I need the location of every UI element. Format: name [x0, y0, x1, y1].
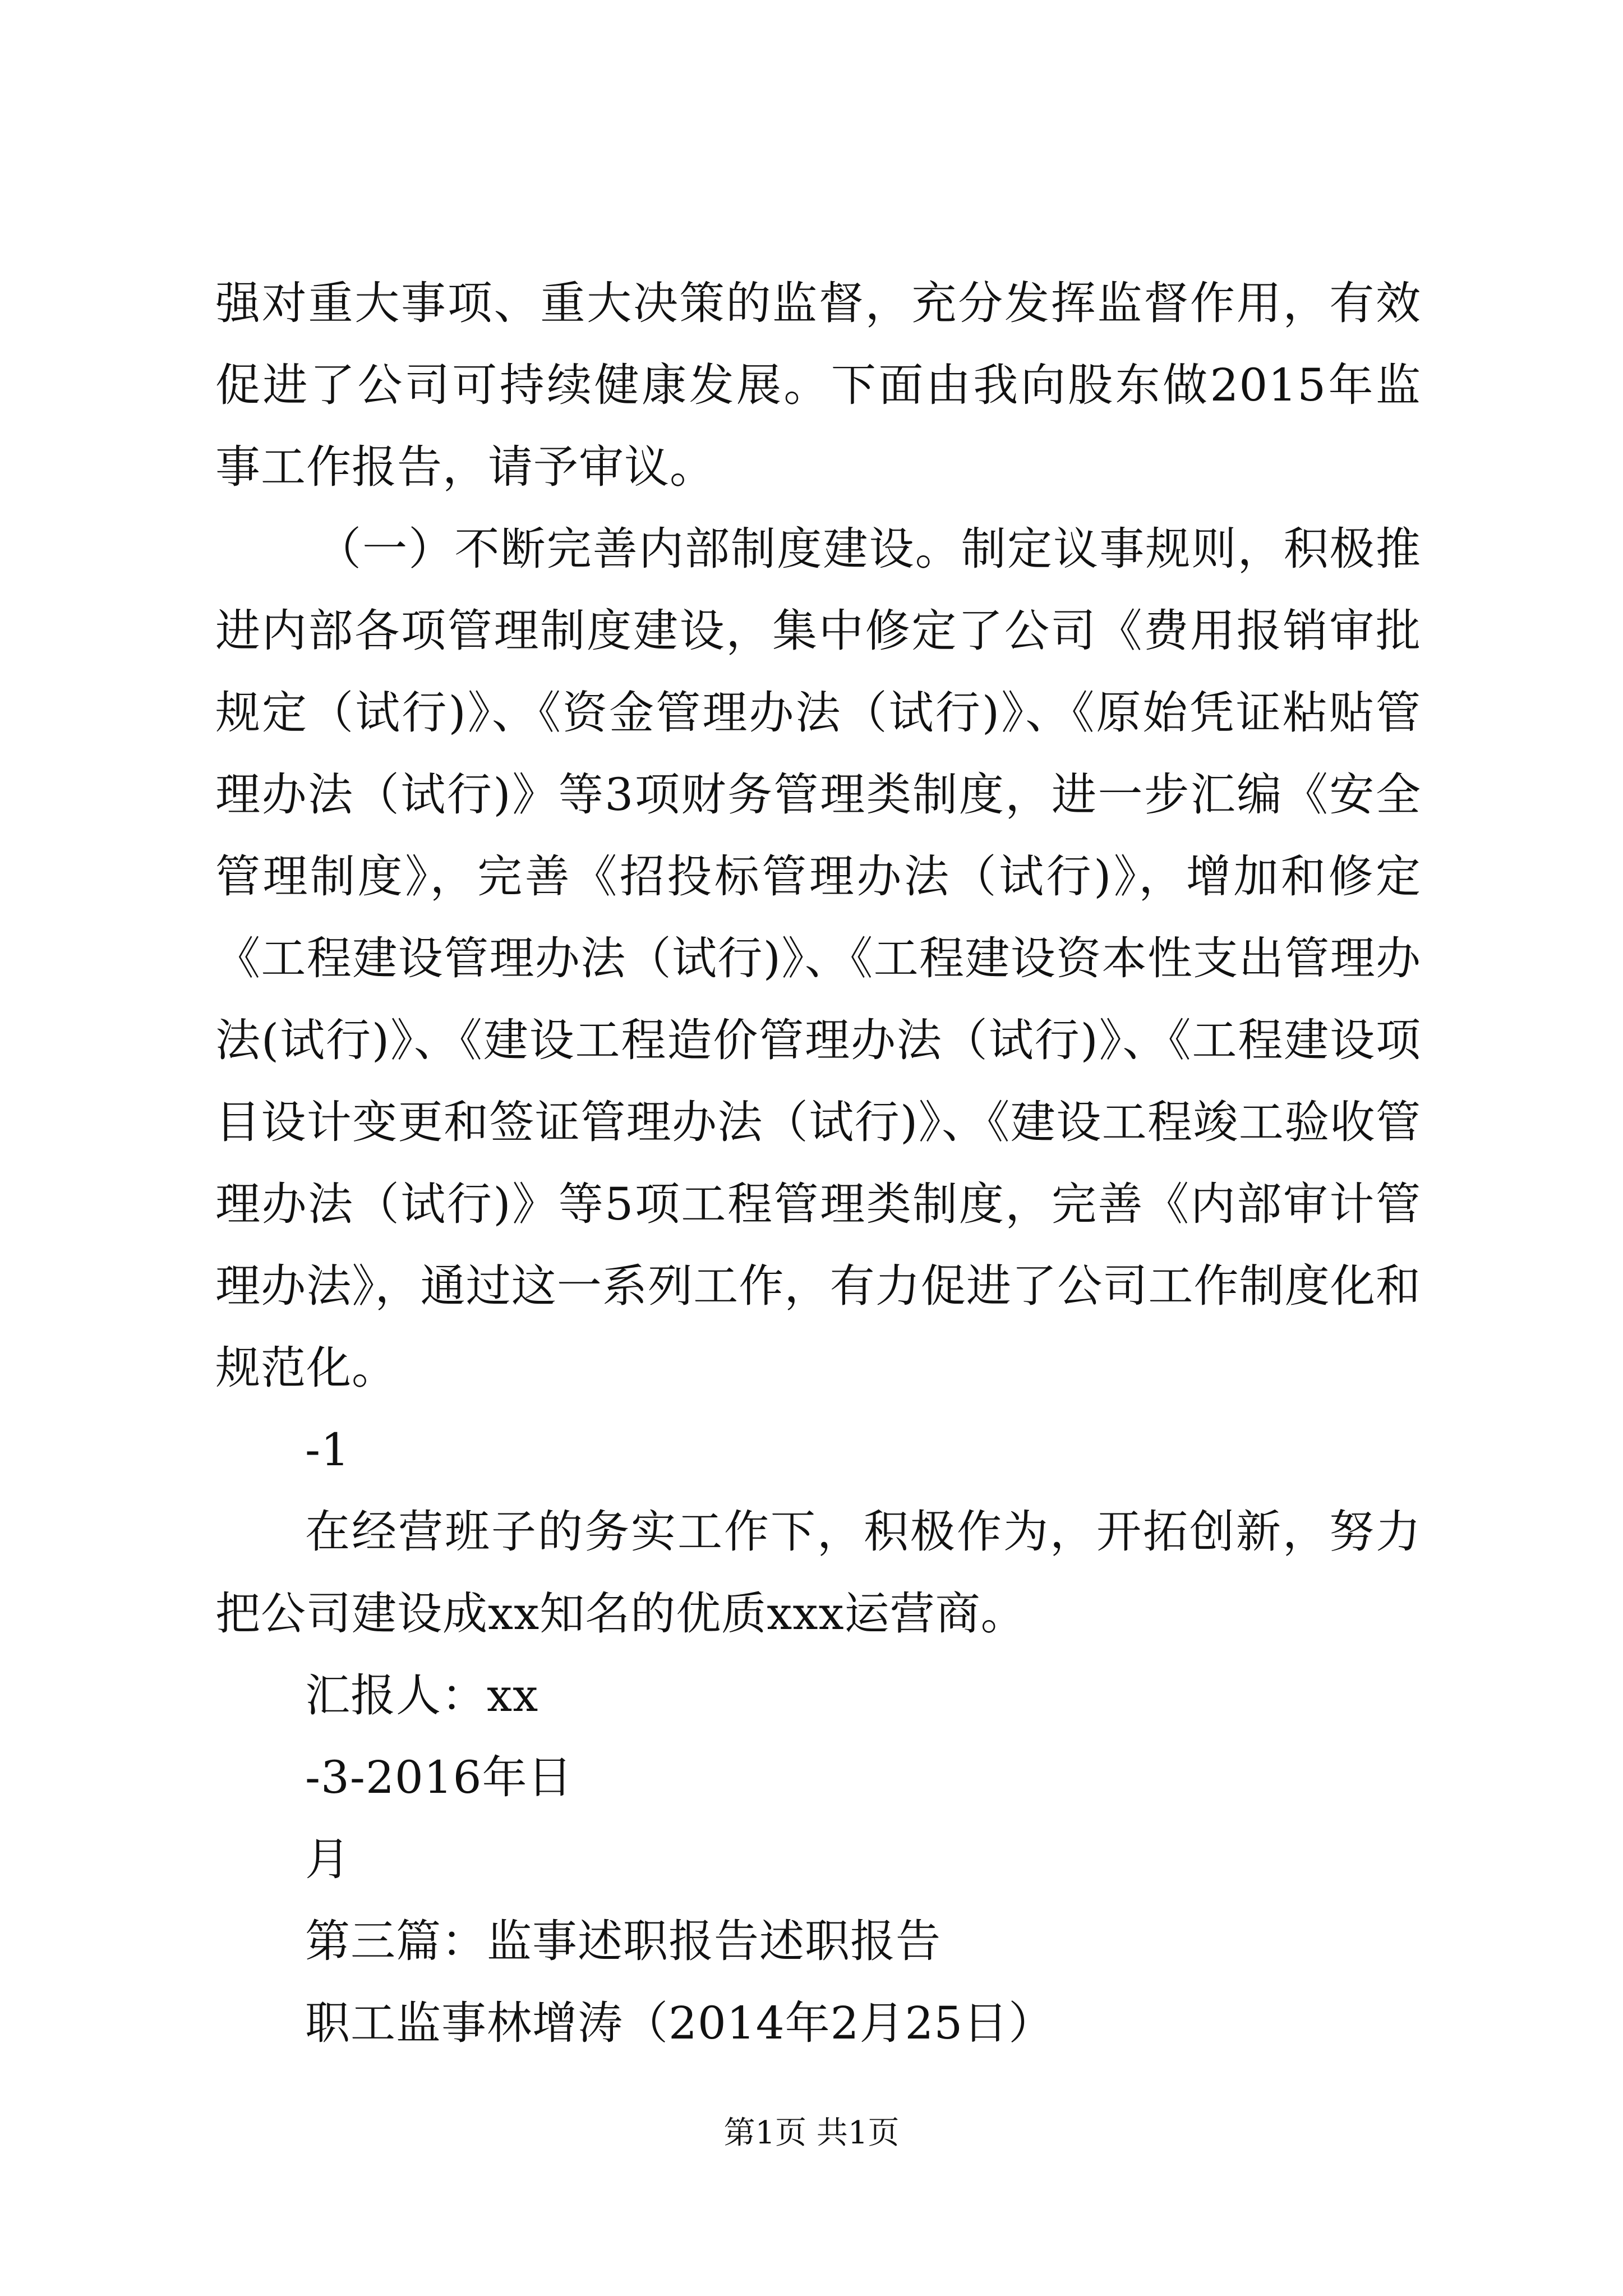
document-body	[215, 263, 1421, 2064]
reporter-line: 汇报人：xx	[305, 1669, 539, 1722]
page-footer: 第1页 共1页	[723, 2115, 900, 2151]
section-title: 第三篇：监事述职报告述职报告	[305, 1915, 941, 1967]
page-marker: -1	[305, 1424, 350, 1476]
month-line: 月	[305, 1833, 351, 1885]
paragraph-intro: 强对重大事项、重大决策的监督，充分发挥监督作用，有效促进了公司可持续健康发展。下面由我向股东做2015年监事工作报告，请予审议。	[215, 277, 1421, 493]
paragraph-internal-system: （一）不断完善内部制度建设。制定议事规则，积极推进内部各项管理制度建设，集中修定了公司《费用报销审批规定（试行)》、《资金管理办法（试行)》、《原始凭证粘贴管理办法（试行)》等3项财务管理类制度，进一步汇编《安全管理制度》，完善《招投标管理办法（试行)》，增加和修定《工程建设管理办法（试行)》、《工程建设资本性支出管理办法(试行)》、《建设工程造价管理办法（试行)》、《工程建设项目设计变更和签证管理办法（试行)》、《建设工程竣工验收管理办法（试行)》等5项工程管理类制度，完善《内部审计管理办法》，通过这一系列工作，有力促进了公司工作制度化和规范化。	[215, 523, 1421, 1394]
paragraph-closing: 在经营班子的务实工作下，积极作为，开拓创新，努力把公司建设成xx知名的优质xxx运营商。	[215, 1506, 1421, 1640]
date-line: -3-2016年日	[305, 1751, 573, 1803]
author-line: 职工监事林增涛（2014年2月25日）	[305, 1997, 1054, 2049]
